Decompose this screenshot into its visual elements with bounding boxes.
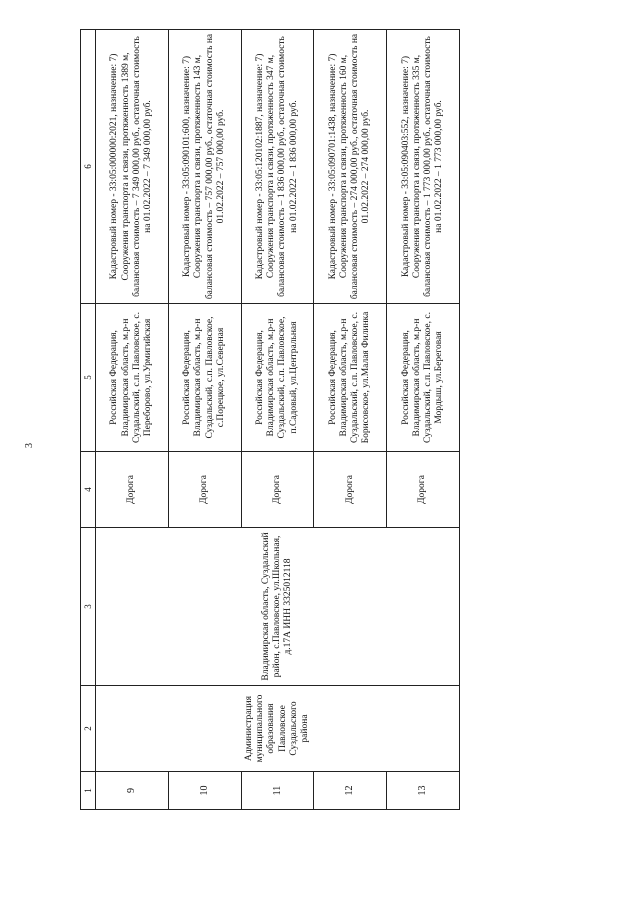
object-details: Кадастровый номер - 33:05:120102:1887, назначение: 7) Сооружения транспорта и связи, протяженность 347 м, балансовая стоимость – 1 836 000,00 руб., остаточная стоимость на 01.02.2022 – 1 836 000,00 руб.: [241, 30, 314, 304]
object-location: Российская Федерация, Владимирская область, м.р-н Суздальский, с.п. Павловское, п.Садовый, ул.Центральная: [241, 304, 314, 452]
column-header-5: 5: [81, 304, 96, 452]
row-number: 10: [168, 772, 241, 810]
object-type: Дорога: [314, 452, 387, 528]
column-header-2: 2: [81, 686, 96, 772]
row-number: 9: [96, 772, 169, 810]
row-number: 12: [314, 772, 387, 810]
object-details: Кадастровый номер - 33:05:090101:600, назначение: 7) Сооружения транспорта и связи, протяженность 143 м, балансовая стоимость – 757 000,00 руб., остаточная стоимость на 01.02.2022 – 757 000,00 руб.: [168, 30, 241, 304]
column-header-1: 1: [81, 772, 96, 810]
page-number: 3: [24, 443, 35, 448]
object-location: Российская Федерация, Владимирская область, м.р-н Суздальский, с.п. Павловское, с. Мордыш, ул.Береговая: [387, 304, 460, 452]
object-type: Дорога: [387, 452, 460, 528]
column-header-4: 4: [81, 452, 96, 528]
column-header-6: 6: [81, 30, 96, 304]
object-location: Российская Федерация, Владимирская область, м.р-н Суздальский, с.п. Павловское, с. Борисовское, ул.Малая Филинка: [314, 304, 387, 452]
object-location: Российская Федерация, Владимирская область, м.р-н Суздальский, с.п. Павловское, с. Переборово, ул.Урмигийская: [96, 304, 169, 452]
owner-name: Администрация муниципального образования Павловское Суздальского района: [96, 686, 460, 772]
object-details: Кадастровый номер - 33:05:090701:1438, назначение: 7) Сооружения транспорта и связи, протяженность 160 м, балансовая стоимость – 274 000,00 руб., остаточная стоимость на 01.02.2022 – 274 000,00 руб.: [314, 30, 387, 304]
property-table-container: [80, 30, 460, 810]
object-details: Кадастровый номер - 33:05:000000:2021, назначение: 7) Сооружения транспорта и связи, протяженность 1389 м, балансовая стоимость – 7 349 000,00 руб., остаточная стоимость на 01.02.2022 – 7 349 000,00 руб.: [96, 30, 169, 304]
property-table: [80, 29, 460, 810]
object-type: Дорога: [96, 452, 169, 528]
column-header-3: 3: [81, 528, 96, 686]
object-type: Дорога: [241, 452, 314, 528]
table-header-row: [81, 30, 96, 810]
row-number: 11: [241, 772, 314, 810]
object-location: Российская Федерация, Владимирская область, м.р-н Суздальский, с.п. Павловское, с.Порецкое, ул.Северная: [168, 304, 241, 452]
object-details: Кадастровый номер - 33:05:090403:552, назначение: 7) Сооружения транспорта и связи, протяженность 335 м, балансовая стоимость – 1 773 000,00 руб., остаточная стоимость на 01.02.2022 – 1 773 000,00 руб.: [387, 30, 460, 304]
owner-address: Владимирская область, Суздальский район, с.Павловское, ул.Школьная, д.17А ИНН 3325012118: [96, 528, 460, 686]
object-type: Дорога: [168, 452, 241, 528]
rotated-table-frame: [80, 30, 460, 810]
table-row: [96, 30, 169, 810]
row-number: 13: [387, 772, 460, 810]
